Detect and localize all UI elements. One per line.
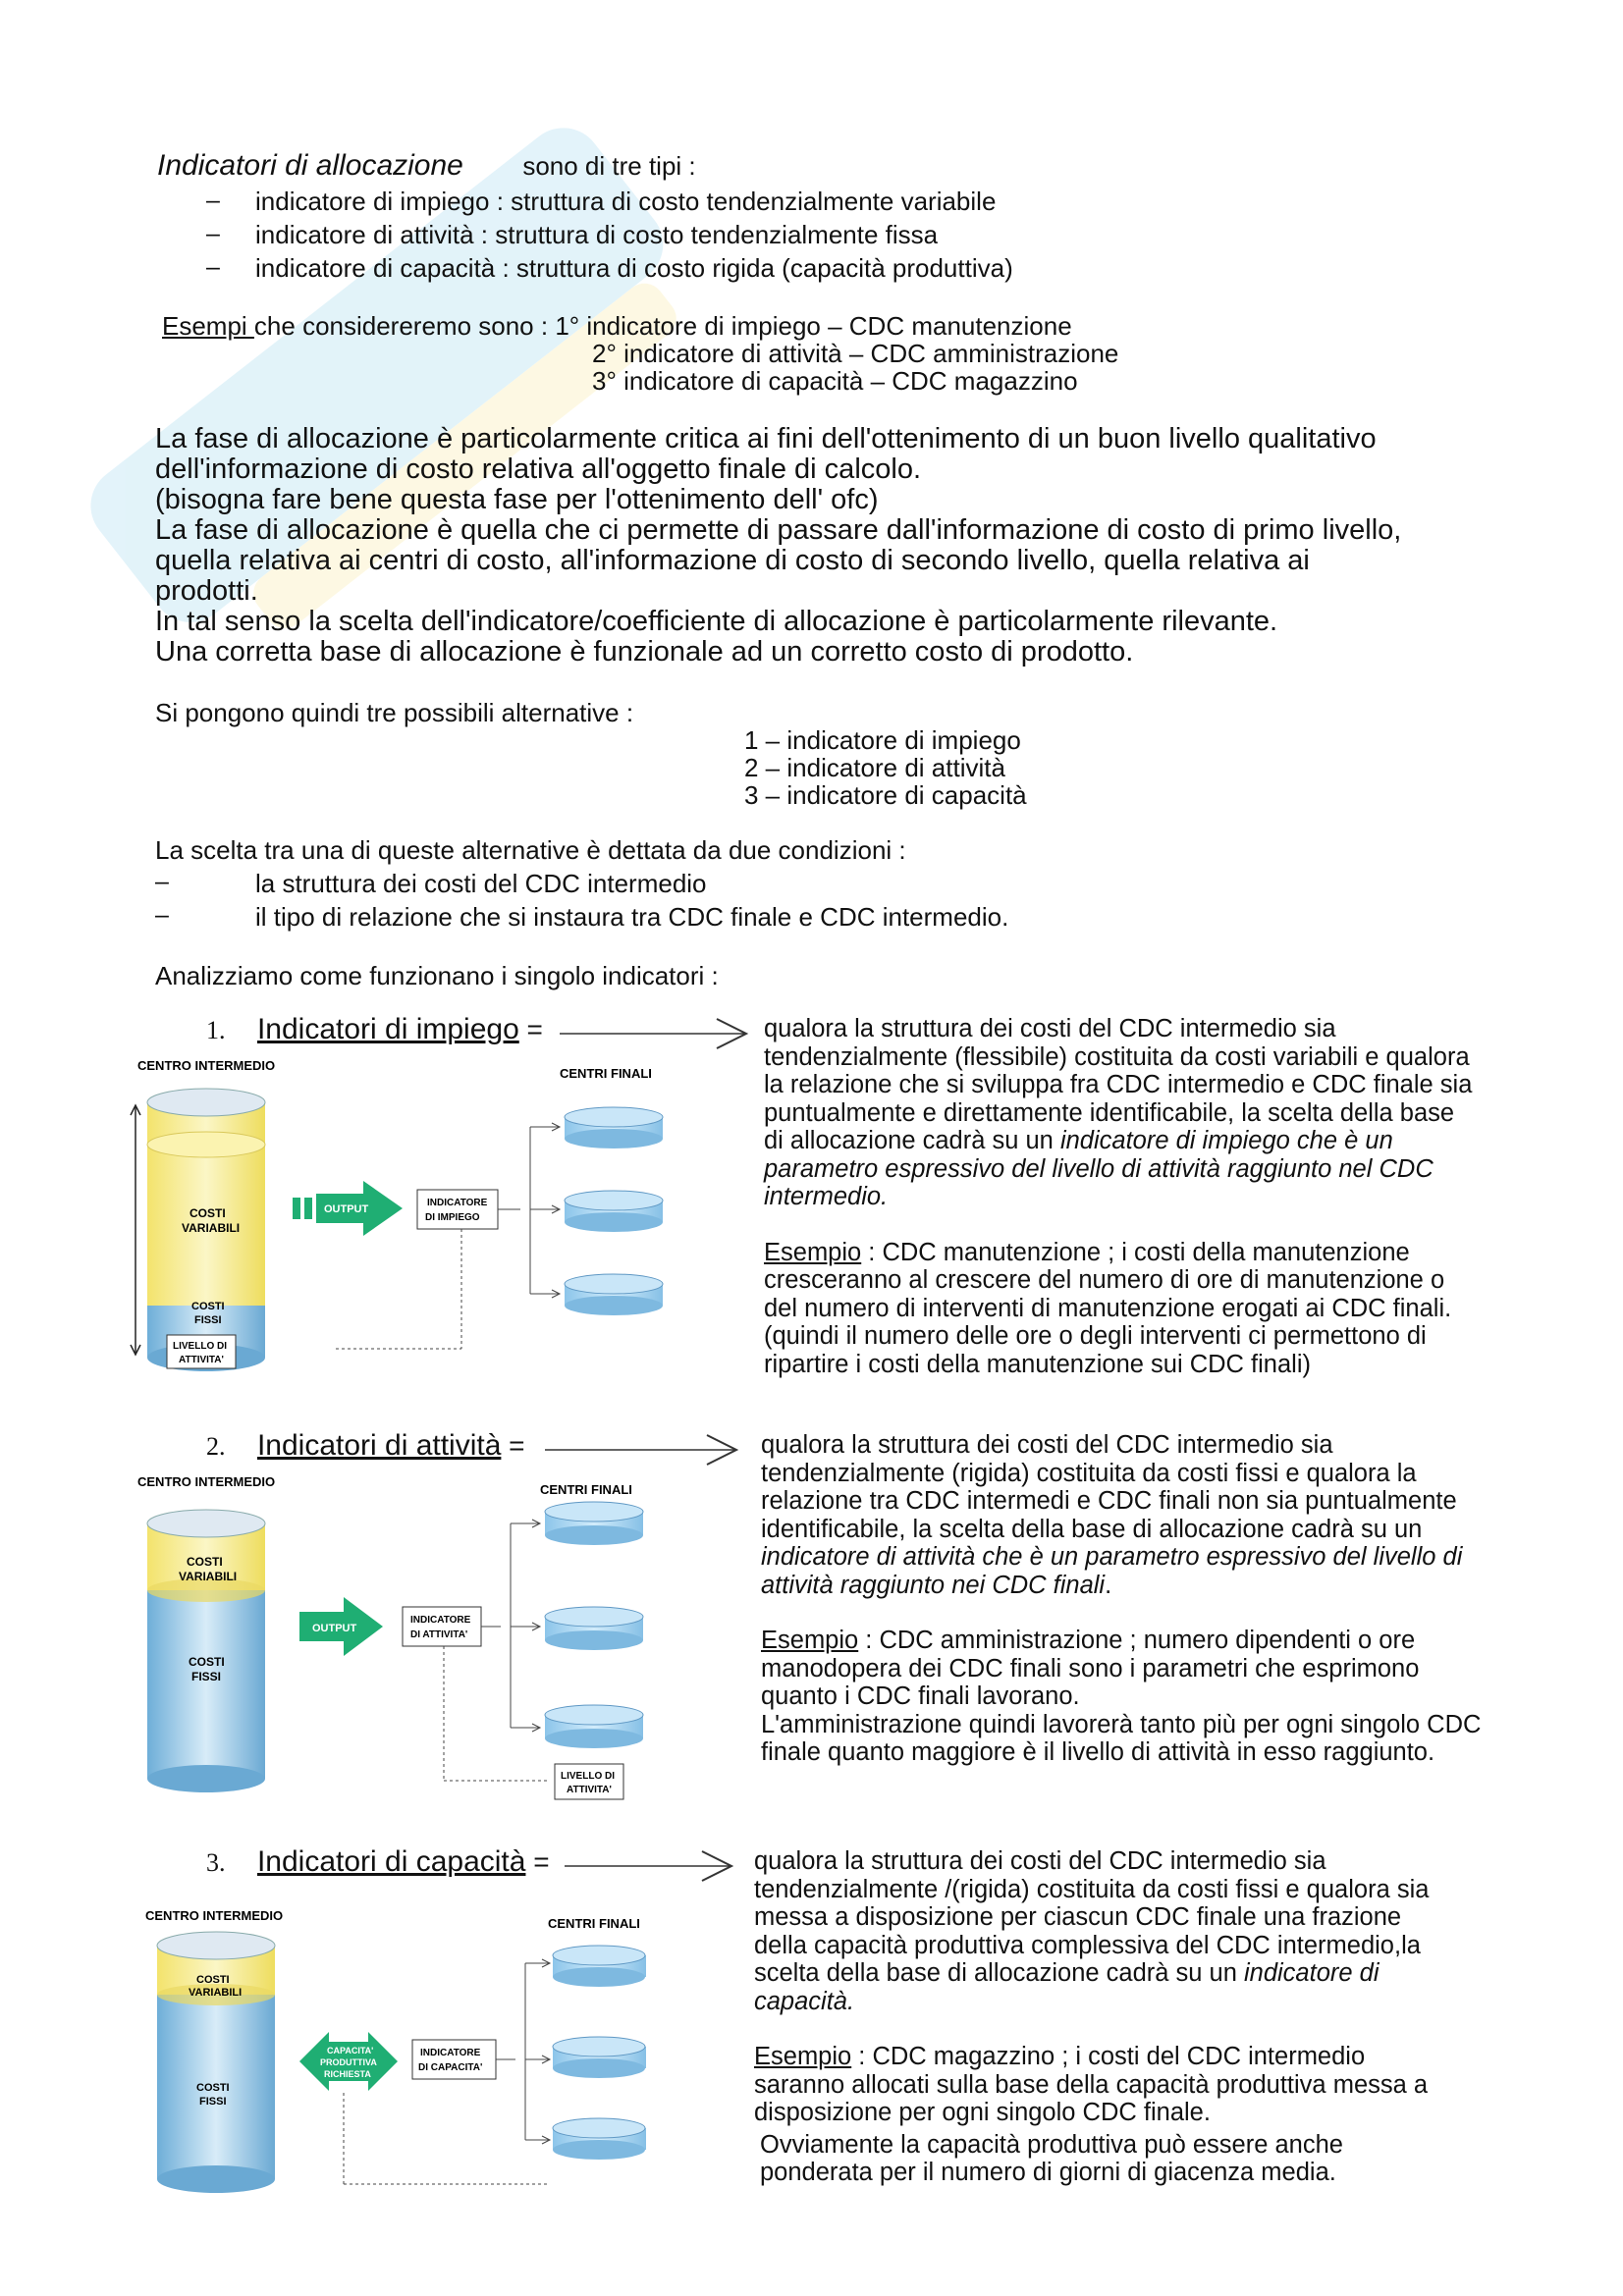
alternative-item: 2 – indicatore di attività bbox=[744, 753, 1005, 782]
svg-text:CENTRI FINALI: CENTRI FINALI bbox=[540, 1482, 632, 1497]
alternative-item: 1 – indicatore di impiego bbox=[744, 725, 1021, 755]
pointer-arrow bbox=[545, 1433, 741, 1467]
esempi-line bbox=[162, 312, 1072, 340]
svg-text:DI CAPACITA': DI CAPACITA' bbox=[418, 2062, 483, 2073]
svg-text:LIVELLO DI: LIVELLO DI bbox=[561, 1771, 615, 1782]
svg-text:PRODUTTIVA: PRODUTTIVA bbox=[320, 2057, 377, 2067]
svg-text:COSTI: COSTI bbox=[196, 1974, 230, 1986]
svg-text:DI ATTIVITA': DI ATTIVITA' bbox=[410, 1629, 468, 1640]
svg-text:ATTIVITA': ATTIVITA' bbox=[179, 1355, 224, 1365]
svg-text:OUTPUT: OUTPUT bbox=[312, 1623, 357, 1634]
disk bbox=[565, 1107, 663, 1148]
type-item: indicatore di impiego : struttura di costo tendenzialmente variabile bbox=[255, 187, 997, 216]
svg-text:CENTRO INTERMEDIO: CENTRO INTERMEDIO bbox=[145, 1908, 284, 1923]
svg-text:COSTI: COSTI bbox=[189, 1655, 225, 1669]
page-title: Indicatori di allocazione bbox=[157, 149, 463, 182]
svg-text:CENTRI FINALI: CENTRI FINALI bbox=[548, 1916, 640, 1931]
critical-line: (bisogna fare bene questa fase per l'ottenimento dell' ofc) bbox=[155, 484, 879, 515]
svg-text:COSTI: COSTI bbox=[191, 1301, 225, 1312]
critical-line: dell'informazione di costo relativa all'oggetto finale di calcolo. bbox=[155, 454, 922, 485]
disk bbox=[565, 1191, 663, 1232]
svg-text:INDICATORE: INDICATORE bbox=[420, 2048, 481, 2058]
svg-text:VARIABILI: VARIABILI bbox=[189, 1987, 243, 1999]
disk bbox=[553, 2118, 646, 2160]
alternatives-intro: Si pongono quindi tre possibili alternative : bbox=[155, 698, 634, 727]
pointer-arrow bbox=[565, 1849, 736, 1883]
section-description: qualora la struttura dei costi del CDC intermedio sia tendenzialmente (rigida) costituita da costi fissi e qualora la relazione tra CDC intermedi e CDC finali non sia puntualmente identificabile, la scelta della base di allocazione cadrà su un indicatore di attività che è un parametro espressivo del livello di attività raggiunto nei CDC finali. Esempio : CDC amministrazione ; numero dipendenti o ore manodopera dei CDC finali sono i parametri che esprimono quanto i CDC finali lavorano. L'amministrazione quindi lavorerà tanto più per ogni singolo CDC finale quanto maggiore è il livello di attività in esso raggiunto. bbox=[761, 1431, 1482, 1766]
svg-text:FISSI: FISSI bbox=[199, 2096, 227, 2108]
section-heading: 2. Indicatori di attività = bbox=[206, 1429, 525, 1462]
section-description: qualora la struttura dei costi del CDC intermedio sia tendenzialmente (flessibile) costituita da costi variabili e qualora la relazione che si sviluppa fra CDC intermedio e CDC finale sia puntualmente e direttamente identificabile, la scelta della base di allocazione cadrà su un indicatore di impiego che è un parametro espressivo del livello di attività raggiunto nel CDC intermedio. Esempio : CDC manutenzione ; i costi della manutenzione cresceranno al crescere del numero di ore di manutenzione o del numero di interventi di manutenzione erogati ai CDC finali. (quindi il numero delle ore o degli interventi ci permettono di ripartire i costi della manutenzione sui CDC finali) bbox=[764, 1015, 1473, 1378]
svg-text:FISSI: FISSI bbox=[194, 1314, 222, 1326]
analisi-intro: Analizziamo come funzionano i singolo indicatori : bbox=[155, 961, 719, 990]
svg-text:COSTI: COSTI bbox=[187, 1555, 223, 1569]
svg-text:OUTPUT: OUTPUT bbox=[324, 1203, 369, 1215]
disk bbox=[545, 1502, 643, 1545]
critical-line: Una corretta base di allocazione è funzionale ad un corretto costo di prodotto. bbox=[155, 636, 1134, 667]
pointer-arrow bbox=[560, 1017, 751, 1050]
svg-text:VARIABILI: VARIABILI bbox=[182, 1221, 241, 1235]
svg-text:FISSI: FISSI bbox=[191, 1670, 222, 1683]
section-heading: 3. Indicatori di capacità = bbox=[206, 1845, 550, 1878]
critical-line: In tal senso la scelta dell'indicatore/coefficiente di allocazione è particolarmente rilevante. bbox=[155, 606, 1278, 637]
conditions-intro: La scelta tra una di queste alternative è dettata da due condizioni : bbox=[155, 835, 906, 865]
header-line bbox=[157, 149, 696, 183]
svg-text:COSTI: COSTI bbox=[189, 1206, 226, 1220]
section-heading: 1. Indicatori di impiego = bbox=[206, 1013, 543, 1045]
critical-line: La fase di allocazione è quella che ci permette di passare dall'informazione di costo di primo livello, bbox=[155, 514, 1402, 546]
condition-item: la struttura dei costi del CDC intermedio bbox=[255, 869, 707, 898]
title-suffix: sono di tre tipi : bbox=[522, 151, 696, 181]
svg-text:INDICATORE: INDICATORE bbox=[427, 1198, 488, 1208]
svg-text:CENTRI FINALI: CENTRI FINALI bbox=[560, 1066, 652, 1081]
alternative-item: 3 – indicatore di capacità bbox=[744, 780, 1027, 810]
disk bbox=[565, 1274, 663, 1315]
esempi-item: 1° indicatore di impiego – CDC manutenzione bbox=[555, 311, 1072, 341]
section-description: qualora la struttura dei costi del CDC intermedio sia tendenzialmente /(rigida) costituita da costi fissi e qualora sia messa a disposizione per ciascun CDC finale una frazione della capacità produttiva complessiva del CDC intermedio,la scelta della base di allocazione cadrà su un indicatore di capacità. Esempio : CDC magazzino ; i costi del CDC intermedio saranno allocati sulla base della capacità produttiva messa a disposizione per ogni singolo CDC finale. Ovviamente la capacità produttiva può essere anche ponderata per il numero di giorni di giacenza media. bbox=[754, 1847, 1430, 2186]
critical-line: quella relativa ai centri di costo, all'informazione di costo di secondo livello, quella relativa ai bbox=[155, 545, 1310, 576]
diagram-attivita bbox=[128, 1465, 756, 1818]
esempi-intro: che considereremo sono : bbox=[253, 311, 556, 341]
disk bbox=[545, 1607, 643, 1650]
condition-item: il tipo di relazione che si instaura tra CDC finale e CDC intermedio. bbox=[255, 902, 1009, 932]
disk bbox=[553, 2037, 646, 2078]
section-title: Indicatori di impiego bbox=[256, 1013, 519, 1045]
disk bbox=[553, 1946, 646, 1987]
svg-text:INDICATORE: INDICATORE bbox=[410, 1615, 471, 1626]
section-title: Indicatori di capacità bbox=[256, 1845, 526, 1878]
diagram-impiego bbox=[128, 1048, 756, 1382]
section-title: Indicatori di attività bbox=[256, 1429, 502, 1462]
critical-line: La fase di allocazione è particolarmente critica ai fini dell'ottenimento di un buon livello qualitativo bbox=[155, 423, 1377, 454]
type-item: indicatore di attività : struttura di costo tendenzialmente fissa bbox=[255, 220, 939, 249]
svg-text:VARIABILI: VARIABILI bbox=[179, 1570, 238, 1583]
svg-text:LIVELLO DI: LIVELLO DI bbox=[173, 1341, 227, 1352]
diagram-capacita bbox=[137, 1885, 756, 2218]
svg-text:CENTRO INTERMEDIO: CENTRO INTERMEDIO bbox=[137, 1474, 276, 1489]
svg-text:CAPACITA': CAPACITA' bbox=[327, 2046, 374, 2056]
esempi-item: 3° indicatore di capacità – CDC magazzino bbox=[592, 366, 1078, 396]
disk bbox=[545, 1705, 643, 1748]
label-centro: CENTRO INTERMEDIO bbox=[137, 1058, 276, 1073]
svg-text:ATTIVITA': ATTIVITA' bbox=[567, 1785, 612, 1795]
svg-text:RICHIESTA: RICHIESTA bbox=[324, 2069, 371, 2079]
critical-line: prodotti. bbox=[155, 575, 258, 607]
type-item: indicatore di capacità : struttura di costo rigida (capacità produttiva) bbox=[255, 253, 1013, 283]
svg-text:COSTI: COSTI bbox=[196, 2082, 230, 2094]
svg-text:DI IMPIEGO: DI IMPIEGO bbox=[425, 1212, 480, 1223]
esempi-label: Esempi bbox=[162, 311, 254, 341]
esempi-item: 2° indicatore di attività – CDC amministrazione bbox=[592, 339, 1119, 368]
